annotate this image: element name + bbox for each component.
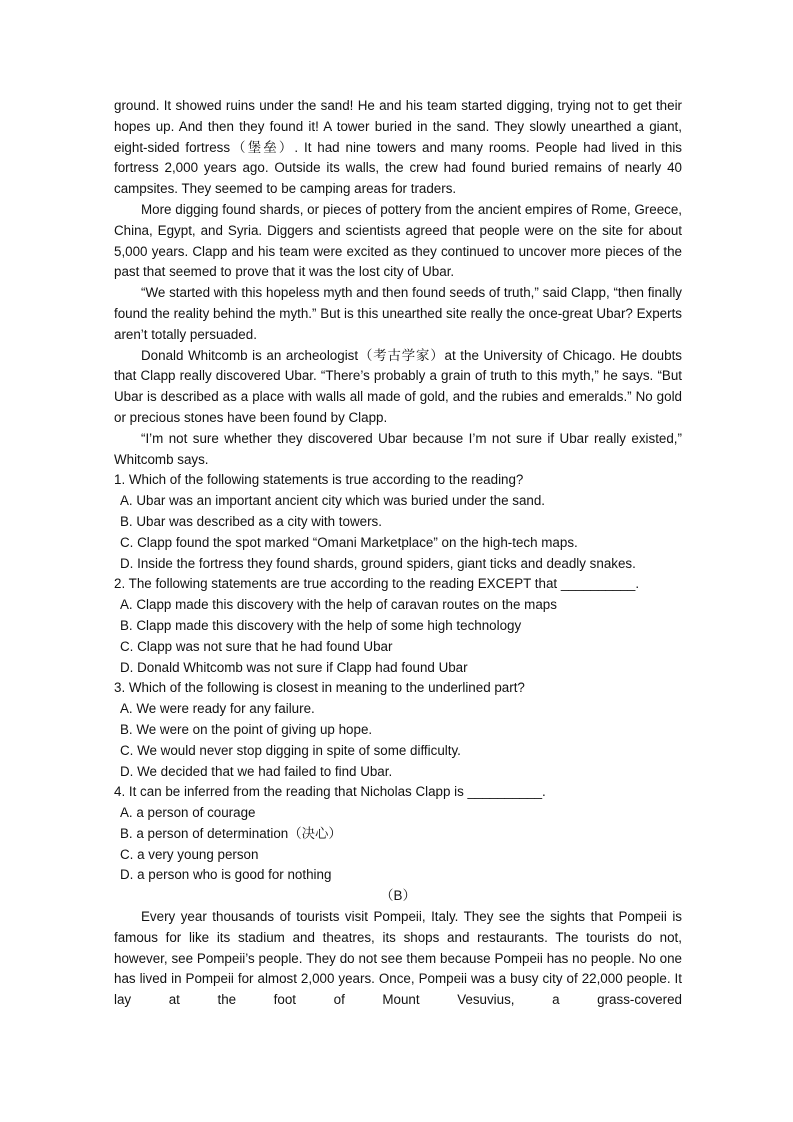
option-c: C. Clapp found the spot marked “Omani Marketplace” on the high-tech maps. — [120, 534, 578, 550]
question-stem: 1. Which of the following statements is true according to the reading? — [114, 472, 524, 488]
passage-a-paragraph-2: More digging found shards, or pieces of pottery from the ancient empires of Rome, Greece, China, Egypt, and Syria. Diggers and scientists agreed that people were on the site for about 5,000 years. Clapp and his team were excited as they continued to uncover more pieces of the past that seemed to prove that it was the lost city of Ubar. — [114, 201, 682, 280]
question-1 — [114, 470, 682, 574]
option-c: C. We would never stop digging in spite of some difficulty. — [120, 742, 461, 758]
passage-a-paragraph-1: ground. It showed ruins under the sand! He and his team started digging, trying not to get their hopes up. And then they found it! A tower buried in the sand. They slowly unearthed a giant, eight-sided fortress（堡垒）. It had nine towers and many rooms. People had lived in this fortress 2,000 years ago. Outside its walls, the crew had found buried remains of nearly 40 campsites. They seemed to be camping areas for traders. — [114, 98, 682, 197]
option-d: D. a person who is good for nothing — [120, 867, 332, 883]
option-d: D. Inside the fortress they found shards, ground spiders, giant ticks and deadly snakes. — [120, 555, 636, 571]
option-b: B. We were on the point of giving up hope. — [120, 721, 373, 737]
question-2 — [114, 574, 682, 678]
document-body — [114, 96, 682, 1011]
passage-a-paragraph-4: Donald Whitcomb is an archeologist（考古学家）at the University of Chicago. He doubts that Clapp really discovered Ubar. “There’s probably a grain of truth to this myth,” he says. “But Ubar is described as a place with walls all made of gold, and the rubies and emeralds.” No gold or precious stones have been found by Clapp. — [114, 347, 682, 425]
option-b: B. Clapp made this discovery with the help of some high technology — [120, 617, 522, 633]
passage-a-paragraph-3: “We started with this hopeless myth and then found seeds of truth,” said Clapp, “then finally found the reality behind the myth.” But is this unearthed site really the once-great Ubar? Experts aren’t totally persuaded. — [114, 285, 682, 342]
section-b-heading: （B） — [380, 888, 416, 904]
question-3 — [114, 678, 682, 782]
option-c: C. Clapp was not sure that he had found Ubar — [120, 638, 393, 654]
option-a: A. We were ready for any failure. — [120, 701, 315, 717]
question-stem: 4. It can be inferred from the reading that Nicholas Clapp is __________. — [114, 784, 546, 800]
option-d: D. Donald Whitcomb was not sure if Clapp had found Ubar — [120, 659, 468, 675]
question-stem: 2. The following statements are true according to the reading EXCEPT that __________. — [114, 576, 640, 592]
option-a: A. Clapp made this discovery with the help of caravan routes on the maps — [120, 597, 557, 613]
option-a: A. Ubar was an important ancient city which was buried under the sand. — [120, 493, 546, 509]
option-c: C. a very young person — [120, 846, 259, 862]
question-stem: 3. Which of the following is closest in meaning to the underlined part? — [114, 680, 525, 696]
passage-a-paragraph-5: “I’m not sure whether they discovered Ubar because I’m not sure if Ubar really existed,” Whitcomb says. — [114, 430, 682, 467]
option-b: B. a person of determination（决心） — [120, 825, 342, 841]
option-b: B. Ubar was described as a city with towers. — [120, 513, 382, 529]
passage-b-paragraph-1: Every year thousands of tourists visit Pompeii, Italy. They see the sights that Pompeii is famous for like its stadium and theatres, its shops and restaurants. The tourists do not, however, see Pompeii’s people. They do not see them because Pompeii has no people. No one has lived in Pompeii for almost 2,000 years. Once, Pompeii was a busy city of 22,000 people. It lay at the foot of Mount Vesuvius, a grass-covered — [114, 909, 682, 1008]
option-d: D. We decided that we had failed to find Ubar. — [120, 763, 393, 779]
option-a: A. a person of courage — [120, 805, 256, 821]
question-4 — [114, 782, 682, 886]
